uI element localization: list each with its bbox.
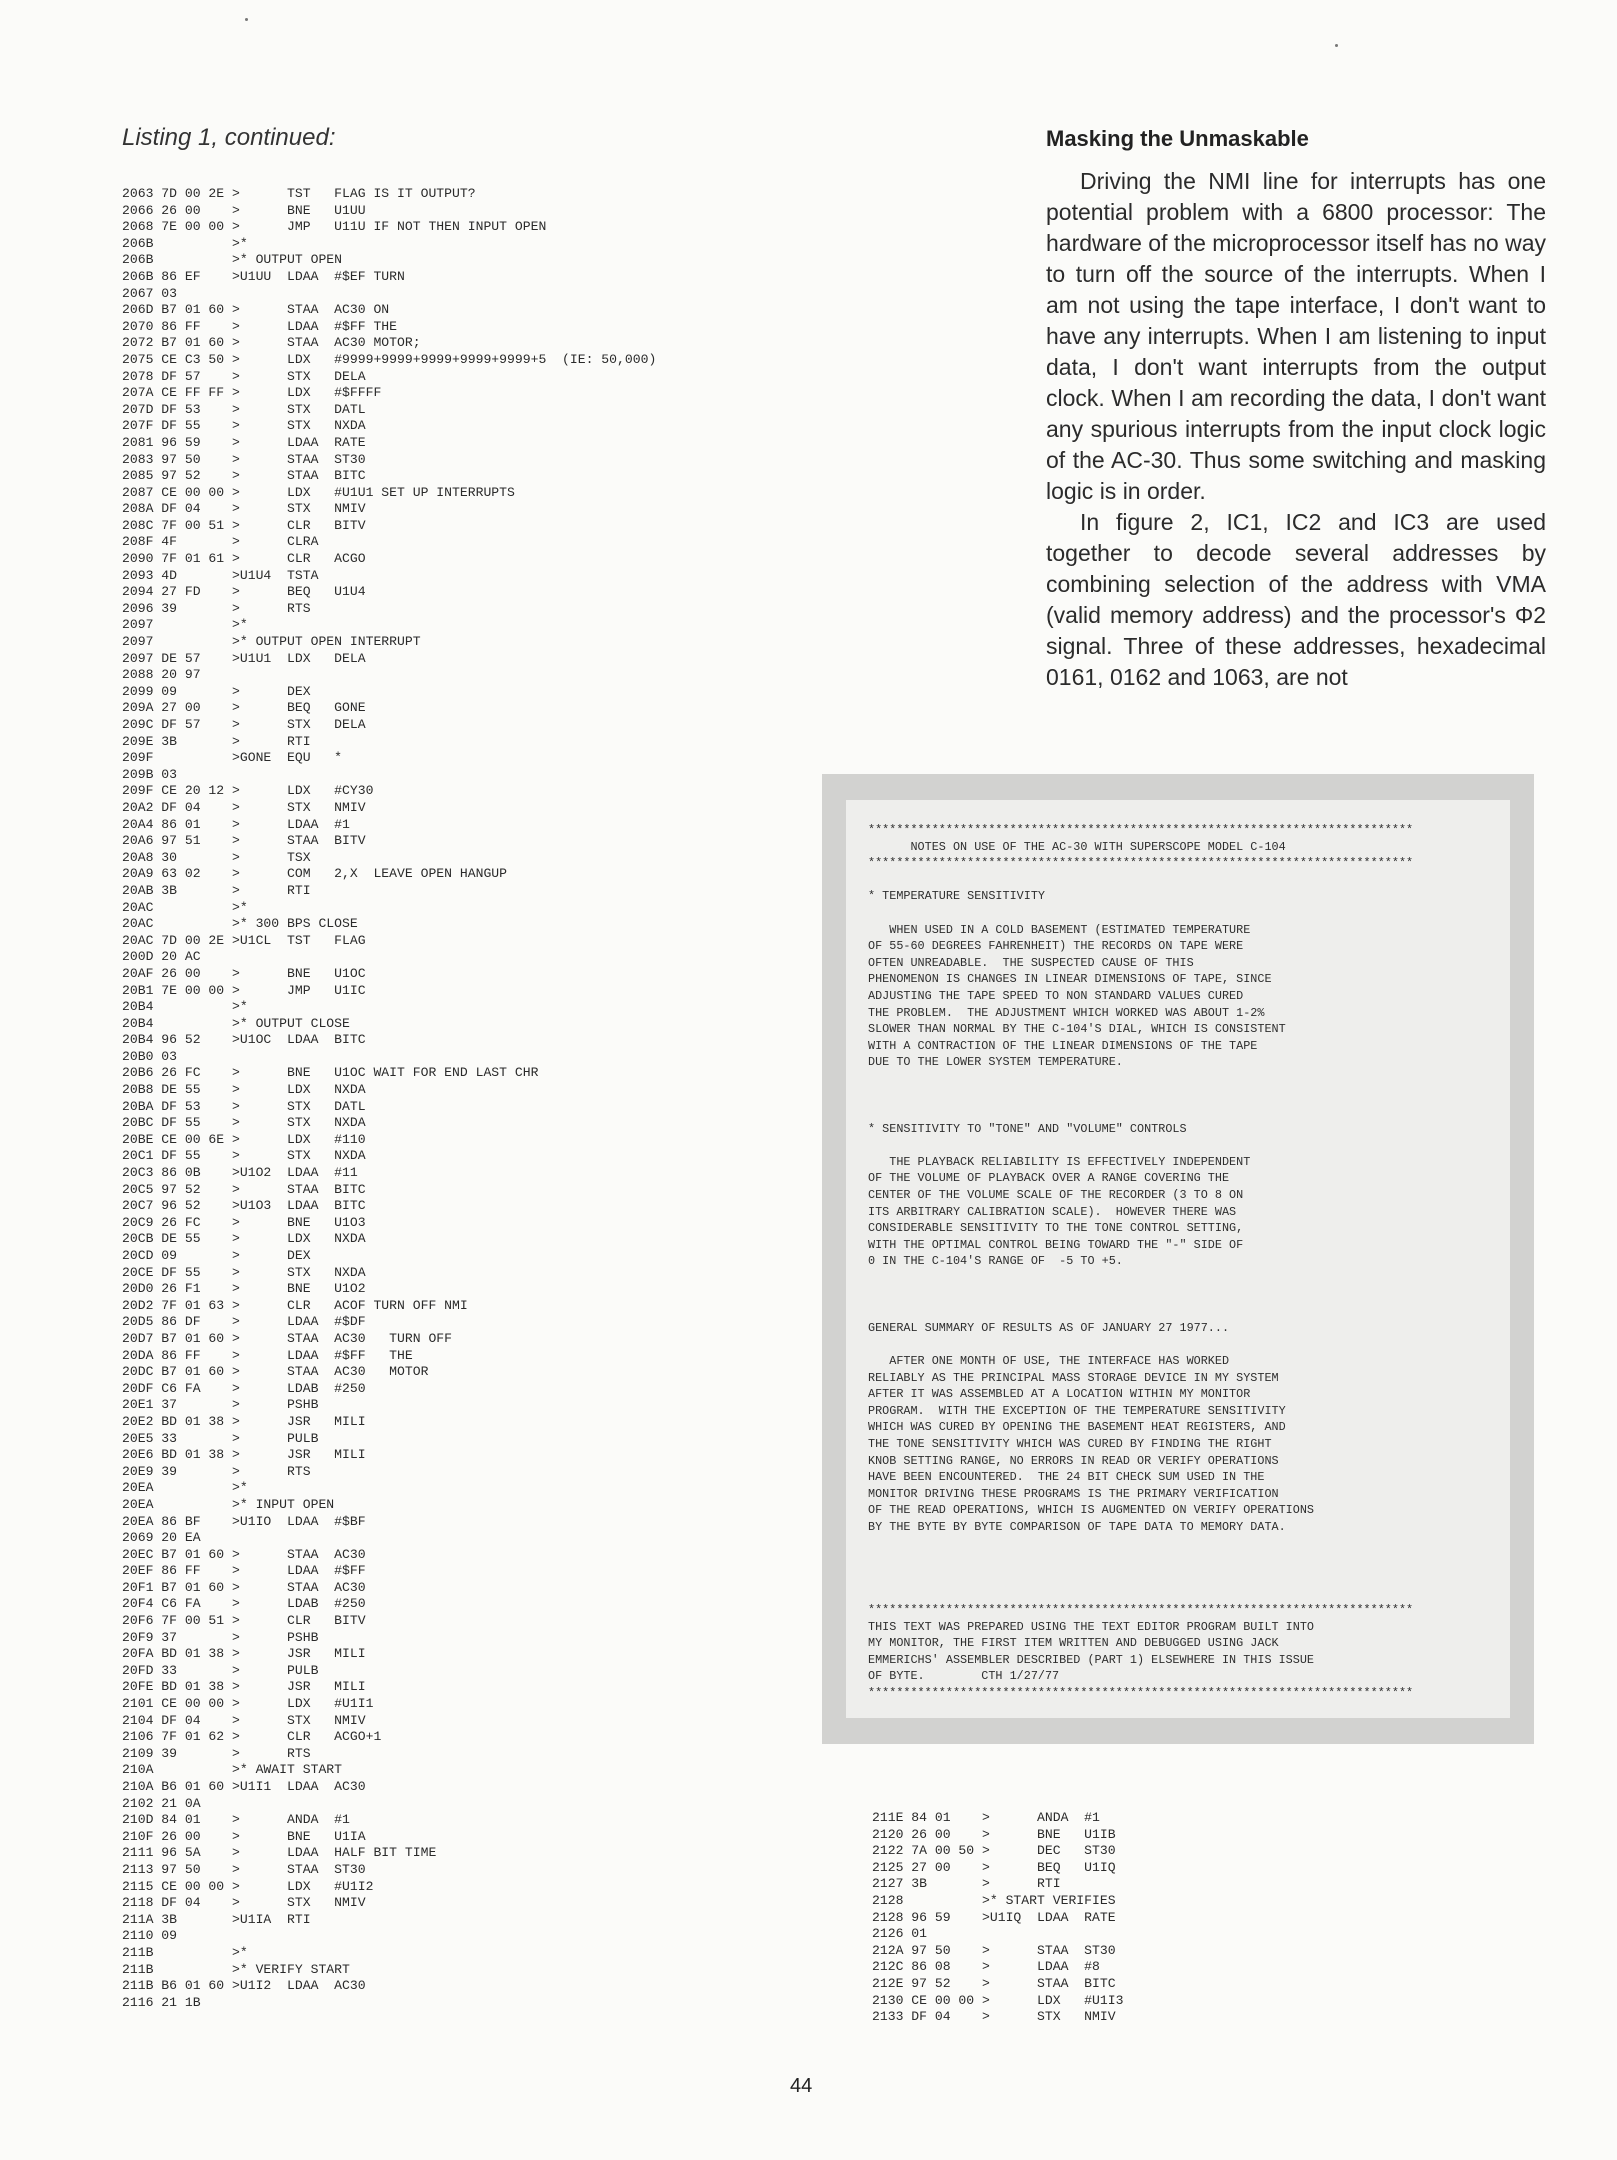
code-line: 2083 97 50 > STAA ST30 [122,451,366,467]
article-paragraph: Driving the NMI line for interrupts has one potential problem with a 6800 processor: The hardware of the microprocessor itself has no way to turn off the source of the interrupts. When I am not using the tape interface, I don't want to have any interrupts. When I am listening to input data, I don't want interrupts from the output clock. When I am recording the data, I don't want any spurious interrupts from the input clock logic of the AC-30. Thus some switching and masking logic is in order. [1046,168,1546,504]
code-line: 212E 97 52 > STAA BITC [872,1975,1116,1991]
code-line: 20B4 >* OUTPUT CLOSE [122,1015,350,1031]
code-line: 210A >* AWAIT START [122,1762,343,1778]
code-line: 211B >* VERIFY START [122,1961,350,1977]
code-line: 211A 3B >U1IA RTI [122,1911,311,1927]
code-line: 20FE BD 01 38 > JSR MILI [122,1679,366,1695]
code-line: WITH A CONTRACTION OF THE LINEAR DIMENSIONS OF THE TAPE [868,1038,1258,1053]
code-line: 20AC >* [122,899,248,915]
code-line: 210F 26 00 > BNE U1IA [122,1828,366,1844]
code-line: 20EA >* INPUT OPEN [122,1496,335,1512]
code-line: 2097 DE 57 >U1U1 LDX DELA [122,650,366,666]
section-heading: Masking the Unmaskable [1046,126,1309,151]
code-line: 20BC DF 55 > STX NXDA [122,1115,366,1131]
code-line: 210D 84 01 > ANDA #1 [122,1812,350,1828]
code-line: 2088 20 97 [122,667,201,683]
code-line: 2130 CE 00 00 > LDX #U1I3 [872,1992,1124,2008]
code-line: 2125 27 00 > BEQ U1IQ [872,1859,1116,1875]
assembly-listing-left [122,186,656,2011]
code-line: 206B 86 EF >U1UU LDAA #$EF TURN [122,268,405,284]
code-line: 20EF 86 FF > LDAA #$FF [122,1563,366,1579]
listing-title: Listing 1, continued: [122,124,336,151]
code-line: 210A B6 01 60 >U1I1 LDAA AC30 [122,1779,366,1794]
code-line: 20AF 26 00 > BNE U1OC [122,965,366,981]
code-line: 20C7 96 52 >U1O3 LDAA BITC [122,1198,366,1214]
code-line: 209F >GONE EQU * [122,750,343,766]
code-line: 20F4 C6 FA > LDAB #250 [122,1596,366,1612]
code-line: 200D 20 AC [122,949,201,965]
code-line: 20B0 03 [122,1048,178,1064]
notes-printout-paper [846,800,1510,1718]
code-line: EMMERICHS' ASSEMBLER DESCRIBED (PART 1) ELSEWHERE IN THIS ISSUE [868,1652,1314,1667]
code-line: 20F6 7F 00 51 > CLR BITV [122,1613,366,1629]
code-line: 20C9 26 FC > BNE U1O3 [122,1214,366,1230]
code-line: AFTER ONE MONTH OF USE, THE INTERFACE HAS WORKED [868,1354,1230,1368]
code-line: 20EC B7 01 60 > STAA AC30 [122,1546,366,1562]
code-line: 2063 7D 00 2E > TST FLAG IS IT OUTPUT? [122,186,476,201]
code-line: AFTER IT WAS ASSEMBLED AT A LOCATION WITHIN MY MONITOR [868,1387,1251,1402]
code-line: 20B4 >* [122,999,248,1015]
code-line: 2093 4D >U1U4 TSTA [122,567,319,583]
notes-printout-text [846,800,1510,1701]
code-line: 2133 DF 04 > STX NMIV [872,2009,1116,2025]
code-line: 20F1 B7 01 60 > STAA AC30 [122,1579,366,1595]
code-line: 212C 86 08 > LDAA #8 [872,1959,1100,1975]
code-line: MY MONITOR, THE FIRST ITEM WRITTEN AND DEBUGGED USING JACK [868,1636,1279,1651]
article-column [1046,126,1546,693]
code-line: 2087 CE 00 00 > LDX #U1U1 SET UP INTERRUPTS [122,484,515,500]
code-line: 211B >* [122,1944,248,1960]
code-line: CONSIDERABLE SENSITIVITY TO THE TONE CONTROL SETTING, [868,1221,1244,1236]
code-line: 20FA BD 01 38 > JSR MILI [122,1646,366,1662]
notes-printout-figure [822,774,1534,1744]
code-line: 0 IN THE C-104'S RANGE OF -5 TO +5. [868,1254,1123,1269]
code-line: 2090 7F 01 61 > CLR ACGO [122,551,366,567]
code-line: 20E1 37 > PSHB [122,1397,319,1413]
code-line: 20CD 09 > DEX [122,1248,311,1263]
code-line: ***************************************************************************** [868,1602,1414,1617]
code-line: 209B 03 [122,766,178,782]
code-line: 20AC >* 300 BPS CLOSE [122,916,358,932]
code-line: OF 55-60 DEGREES FAHRENHEIT) THE RECORDS ON TAPE WERE [868,939,1244,954]
code-line: 2069 20 EA [122,1530,201,1546]
code-line: THIS TEXT WAS PREPARED USING THE TEXT EDITOR PROGRAM BUILT INTO [868,1619,1314,1634]
code-line: 20C5 97 52 > STAA BITC [122,1181,366,1197]
code-line: 2097 >* OUTPUT OPEN INTERRUPT [122,634,421,650]
code-line: 20F9 37 > PSHB [122,1629,319,1645]
code-line: 20A8 30 > TSX [122,849,311,865]
print-speck [245,18,248,21]
code-line: HAVE BEEN ENCOUNTERED. THE 24 BIT CHECK SUM USED IN THE [868,1470,1265,1485]
code-line: 20A6 97 51 > STAA BITV [122,833,366,849]
code-line: ***************************************************************************** [868,1685,1414,1700]
code-line: 211B B6 01 60 >U1I2 LDAA AC30 [122,1978,366,1994]
code-line: 206D B7 01 60 > STAA AC30 ON [122,302,390,318]
code-line: 2097 >* [122,617,248,633]
code-line: 20DC B7 01 60 > STAA AC30 MOTOR [122,1364,429,1380]
code-line: 2068 7E 00 00 > JMP U11U IF NOT THEN INPUT OPEN [122,219,547,235]
code-line: 20C1 DF 55 > STX NXDA [122,1148,366,1164]
code-line: 20BE CE 00 6E > LDX #110 [122,1131,366,1147]
code-line: 20E6 BD 01 38 > JSR MILI [122,1447,366,1463]
code-line: 20BA DF 53 > STX DATL [122,1098,366,1114]
code-line: 20E2 BD 01 38 > JSR MILI [122,1413,366,1429]
code-line: 2109 39 > RTS [122,1745,311,1761]
code-line: 2111 96 5A > LDAA HALF BIT TIME [122,1845,437,1861]
code-line: 20C3 86 0B >U1O2 LDAA #11 [122,1165,358,1181]
code-line: THE PLAYBACK RELIABILITY IS EFFECTIVELY INDEPENDENT [868,1154,1251,1169]
code-line: CENTER OF THE VOLUME SCALE OF THE RECORDER (3 TO 8 ON [868,1188,1244,1203]
code-line: 20D7 B7 01 60 > STAA AC30 TURN OFF [122,1330,453,1346]
code-line: OFTEN UNREADABLE. THE SUSPECTED CAUSE OF THIS [868,955,1194,970]
code-line: 2122 7A 00 50 > DEC ST30 [872,1843,1116,1859]
code-line: 2066 26 00 > BNE U1UU [122,202,366,218]
code-line: 2104 DF 04 > STX NMIV [122,1712,366,1728]
code-line: 207F DF 55 > STX NXDA [122,418,366,434]
code-line: 20AC 7D 00 2E >U1CL TST FLAG [122,932,366,948]
print-speck [1335,44,1338,47]
code-line: 207A CE FF FF > LDX #$FFFF [122,385,382,401]
code-line: 20AB 3B > RTI [122,882,311,898]
code-line: NOTES ON USE OF THE AC-30 WITH SUPERSCOPE MODEL C-104 [868,839,1286,854]
code-line: 20DF C6 FA > LDAB #250 [122,1380,366,1396]
code-line: WITH THE OPTIMAL CONTROL BEING TOWARD THE "-" SIDE OF [868,1237,1244,1252]
code-line: 20B6 26 FC > BNE U1OC WAIT FOR END LAST CHR [122,1065,539,1081]
code-line: PROGRAM. WITH THE EXCEPTION OF THE TEMPERATURE SENSITIVITY [868,1403,1286,1418]
code-line: 2128 >* START VERIFIES [872,1892,1116,1908]
page-number: 44 [790,2075,813,2097]
code-line: 20E5 33 > PULB [122,1430,319,1446]
code-line: 20A4 86 01 > LDAA #1 [122,816,350,832]
code-line: 20D5 86 DF > LDAA #$DF [122,1314,366,1330]
code-line: ADJUSTING THE TAPE SPEED TO NON STANDARD VALUES CURED [868,988,1244,1003]
code-line: 206B >* OUTPUT OPEN [122,252,343,268]
code-line: WHICH WAS CURED BY OPENING THE BASEMENT HEAT REGISTERS, AND [868,1420,1286,1435]
code-line: THE TONE SENSITIVITY WHICH WAS CURED BY FINDING THE RIGHT [868,1436,1272,1451]
code-line: GENERAL SUMMARY OF RESULTS AS OF JANUARY 27 1977... [868,1320,1230,1335]
code-line: 2072 B7 01 60 > STAA AC30 MOTOR; [122,335,421,351]
code-line: 2127 3B > RTI [872,1876,1061,1892]
code-line: 2118 DF 04 > STX NMIV [122,1895,366,1911]
code-line: ***************************************************************************** [868,823,1414,837]
code-line: 20B8 DE 55 > LDX NXDA [122,1082,366,1098]
code-line: * SENSITIVITY TO "TONE" AND "VOLUME" CONTROLS [868,1121,1187,1136]
code-line: 2116 21 1B [122,1994,201,2010]
code-line: 2106 7F 01 62 > CLR ACGO+1 [122,1729,382,1745]
code-line: 20A9 63 02 > COM 2,X LEAVE OPEN HANGUP [122,866,508,882]
code-line: DUE TO THE LOWER SYSTEM TEMPERATURE. [868,1055,1123,1070]
code-line: 20FD 33 > PULB [122,1662,319,1678]
code-line: THE PROBLEM. THE ADJUSTMENT WHICH WORKED WAS ABOUT 1-2% [868,1005,1265,1020]
code-line: KNOB SETTING RANGE, NO ERRORS IN READ OR VERIFY OPERATIONS [868,1453,1279,1468]
code-line: 2078 DF 57 > STX DELA [122,368,366,384]
code-line: * TEMPERATURE SENSITIVITY [868,889,1045,904]
code-line: 20EA >* [122,1480,248,1496]
code-line: 20B1 7E 00 00 > JMP U1IC [122,982,366,998]
code-line: 20A2 DF 04 > STX NMIV [122,799,366,815]
code-line: OF THE VOLUME OF PLAYBACK OVER A RANGE COVERING THE [868,1171,1230,1186]
code-line: WHEN USED IN A COLD BASEMENT (ESTIMATED TEMPERATURE [868,922,1251,937]
code-line: 209E 3B > RTI [122,733,311,749]
code-line: 207D DF 53 > STX DATL [122,401,366,417]
code-line: 206B >* [122,235,248,251]
code-line: PHENOMENON IS CHANGES IN LINEAR DIMENSIONS OF TAPE, SINCE [868,972,1272,987]
code-line: 208C 7F 00 51 > CLR BITV [122,517,366,533]
code-line: 2096 39 > RTS [122,600,311,616]
code-line: 20CE DF 55 > STX NXDA [122,1264,366,1280]
code-line: 20D0 26 F1 > BNE U1O2 [122,1281,366,1297]
code-line: OF BYTE. CTH 1/27/77 [868,1669,1060,1684]
code-line: 2126 01 [872,1926,928,1942]
code-line: 20CB DE 55 > LDX NXDA [122,1231,366,1247]
code-line: 208F 4F > CLRA [122,534,319,550]
code-line: BY THE BYTE BY BYTE COMPARISON OF TAPE DATA TO MEMORY DATA. [868,1519,1286,1534]
code-line: 20EA 86 BF >U1IO LDAA #$BF [122,1513,366,1529]
code-line: 211E 84 01 > ANDA #1 [872,1810,1100,1825]
code-line: 2101 CE 00 00 > LDX #U1I1 [122,1696,374,1712]
code-line: 2102 21 0A [122,1795,201,1811]
code-line: 209C DF 57 > STX DELA [122,717,366,732]
code-line: 208A DF 04 > STX NMIV [122,501,366,517]
code-line: ***************************************************************************** [868,856,1414,871]
code-line: 2099 09 > DEX [122,683,311,699]
code-line: 209A 27 00 > BEQ GONE [122,700,366,716]
code-line: SLOWER THAN NORMAL BY THE C-104'S DIAL, WHICH IS CONSISTENT [868,1022,1286,1037]
code-line: 212A 97 50 > STAA ST30 [872,1942,1116,1958]
code-line: 2094 27 FD > BEQ U1U4 [122,584,366,600]
code-line: MONITOR DRIVING THESE PROGRAMS IS THE PRIMARY VERIFICATION [868,1486,1279,1501]
code-line: 2115 CE 00 00 > LDX #U1I2 [122,1878,374,1894]
assembly-listing-right [872,1810,1123,2026]
code-line: 209F CE 20 12 > LDX #CY30 [122,783,374,799]
code-line: 2075 CE C3 50 > LDX #9999+9999+9999+9999+9999+5 (IE: 50,000) [122,351,657,367]
code-line: RELIABLY AS THE PRINCIPAL MASS STORAGE DEVICE IN MY SYSTEM [868,1370,1279,1385]
code-line: 20E9 39 > RTS [122,1463,311,1479]
code-line: 20B4 96 52 >U1OC LDAA BITC [122,1032,366,1048]
code-line: 2128 96 59 >U1IQ LDAA RATE [872,1909,1116,1925]
code-line: 2113 97 50 > STAA ST30 [122,1861,366,1877]
code-line: ITS ARBITRARY CALIBRATION SCALE). HOWEVER THERE WAS [868,1204,1237,1219]
code-line: 2110 09 [122,1928,178,1944]
code-line: 2085 97 52 > STAA BITC [122,468,366,484]
code-line: 2067 03 [122,285,178,301]
code-line: 2070 86 FF > LDAA #$FF THE [122,318,398,334]
code-line: 20D2 7F 01 63 > CLR ACOF TURN OFF NMI [122,1297,468,1313]
code-line: 2120 26 00 > BNE U1IB [872,1826,1116,1842]
code-line: 20DA 86 FF > LDAA #$FF THE [122,1347,413,1363]
article-paragraph: In figure 2, IC1, IC2 and IC3 are used together to decode several addresses by combining selection of the address with VMA (valid memory address) and the processor's Φ2 signal. Three of these addresses, hexadecimal 0161, 0162 and 1063, are not [1046,509,1546,690]
code-line: 2081 96 59 > LDAA RATE [122,434,366,450]
code-line: OF THE READ OPERATIONS, WHICH IS AUGMENTED ON VERIFY OPERATIONS [868,1503,1314,1518]
